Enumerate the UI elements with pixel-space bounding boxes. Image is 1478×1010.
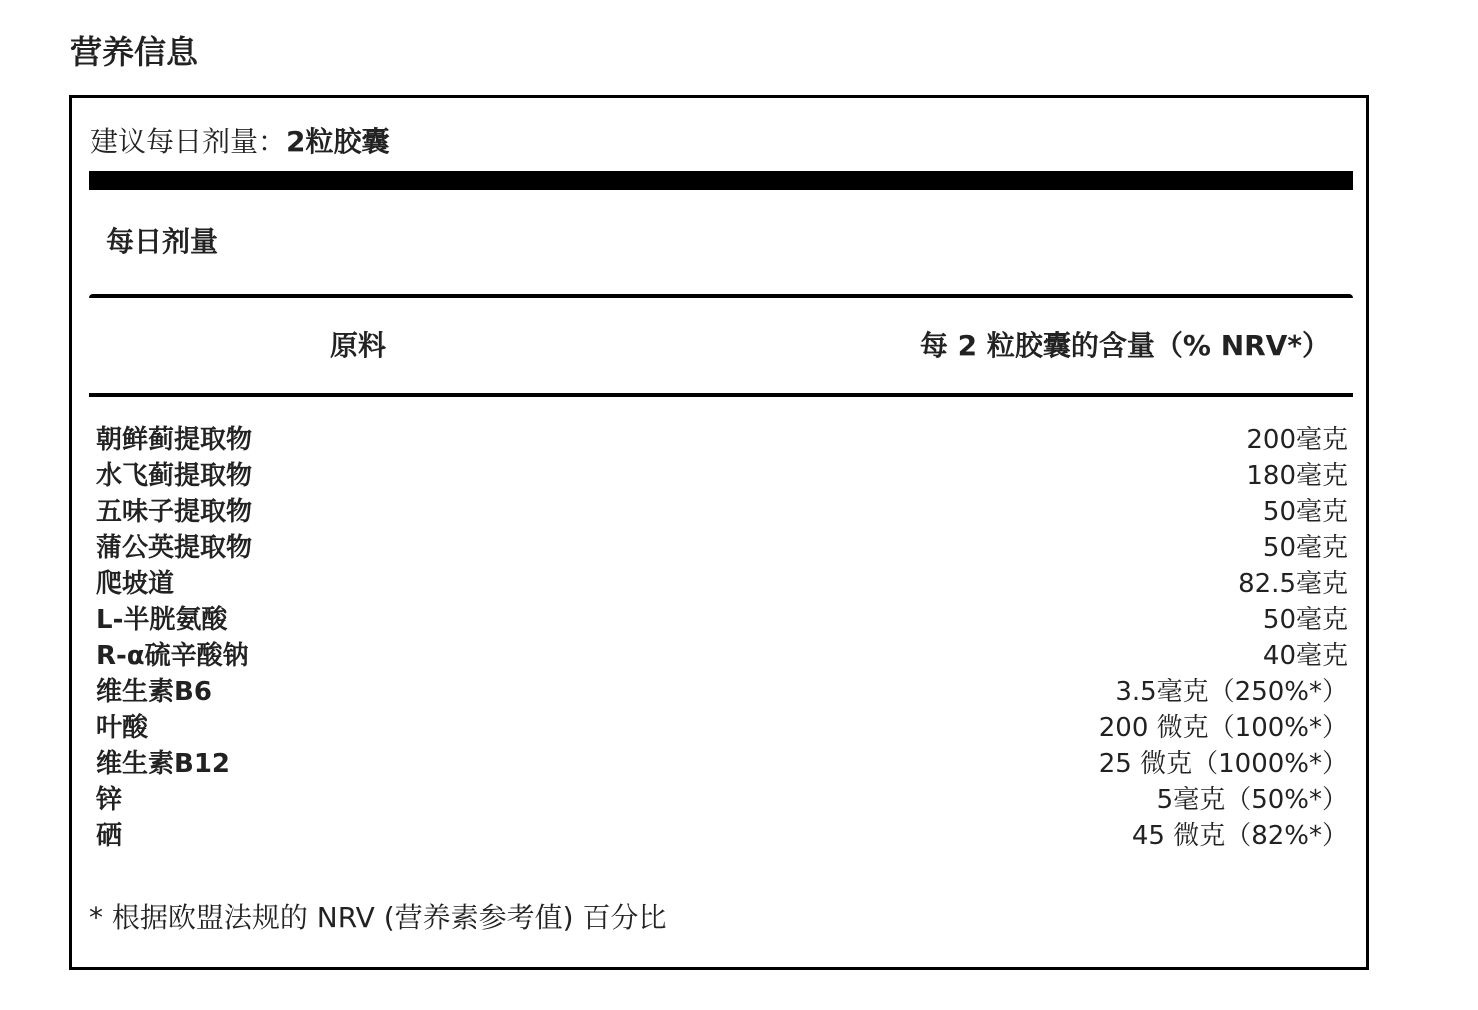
ingredient-name: 锌	[96, 785, 123, 815]
table-row	[96, 710, 1348, 746]
ingredient-name: 爬坡道	[96, 569, 175, 599]
table-row	[96, 638, 1348, 674]
ingredient-amount: 25 微克（1000%*）	[1098, 749, 1348, 779]
ingredient-name: 硒	[96, 821, 123, 851]
ingredient-amount: 82.5毫克	[1238, 569, 1348, 599]
table-row	[96, 674, 1348, 710]
ingredient-amount: 5毫克（50%*）	[1156, 785, 1348, 815]
table-row	[96, 746, 1348, 782]
ingredient-name: R-α硫辛酸钠	[96, 641, 249, 671]
table-row	[96, 494, 1348, 530]
serving-size	[90, 122, 390, 162]
ingredient-name: 叶酸	[96, 713, 149, 743]
ingredient-amount: 40毫克	[1262, 641, 1348, 671]
column-header-amount: 每 2 粒胶囊的含量（% NRV*）	[919, 329, 1330, 362]
table-header-rule	[89, 393, 1353, 397]
table-row	[96, 818, 1348, 854]
nrv-footnote: * 根据欧盟法规的 NRV (营养素参考值) 百分比	[89, 901, 667, 934]
serving-label: 建议每日剂量：	[90, 125, 287, 158]
ingredient-amount: 45 微克（82%*）	[1131, 821, 1348, 851]
ingredient-list	[96, 422, 1348, 854]
thick-divider	[89, 171, 1353, 190]
table-row	[96, 458, 1348, 494]
ingredient-name: L-半胱氨酸	[96, 605, 228, 635]
serving-value: 2粒胶囊	[286, 125, 390, 158]
ingredient-name: 维生素B6	[96, 677, 212, 707]
ingredient-name: 朝鲜蓟提取物	[96, 425, 253, 455]
ingredient-amount: 200毫克	[1246, 425, 1348, 455]
ingredient-amount: 50毫克	[1262, 497, 1348, 527]
ingredient-amount: 200 微克（100%*）	[1098, 713, 1348, 743]
ingredient-amount: 180毫克	[1246, 461, 1348, 491]
ingredient-name: 维生素B12	[96, 749, 230, 779]
nutrition-panel	[69, 95, 1369, 970]
ingredient-amount: 3.5毫克（250%*）	[1115, 677, 1348, 707]
ingredient-amount: 50毫克	[1262, 533, 1348, 563]
page-title: 营养信息	[70, 33, 199, 71]
column-header-ingredient: 原料	[330, 329, 387, 362]
table-top-rule	[89, 294, 1353, 298]
table-row	[96, 602, 1348, 638]
table-row	[96, 566, 1348, 602]
ingredient-name: 水飞蓟提取物	[96, 461, 253, 491]
table-row	[96, 422, 1348, 458]
ingredient-name: 五味子提取物	[96, 497, 253, 527]
table-row	[96, 782, 1348, 818]
ingredient-name: 蒲公英提取物	[96, 533, 253, 563]
ingredient-amount: 50毫克	[1262, 605, 1348, 635]
section-title: 每日剂量	[106, 225, 219, 258]
table-row	[96, 530, 1348, 566]
